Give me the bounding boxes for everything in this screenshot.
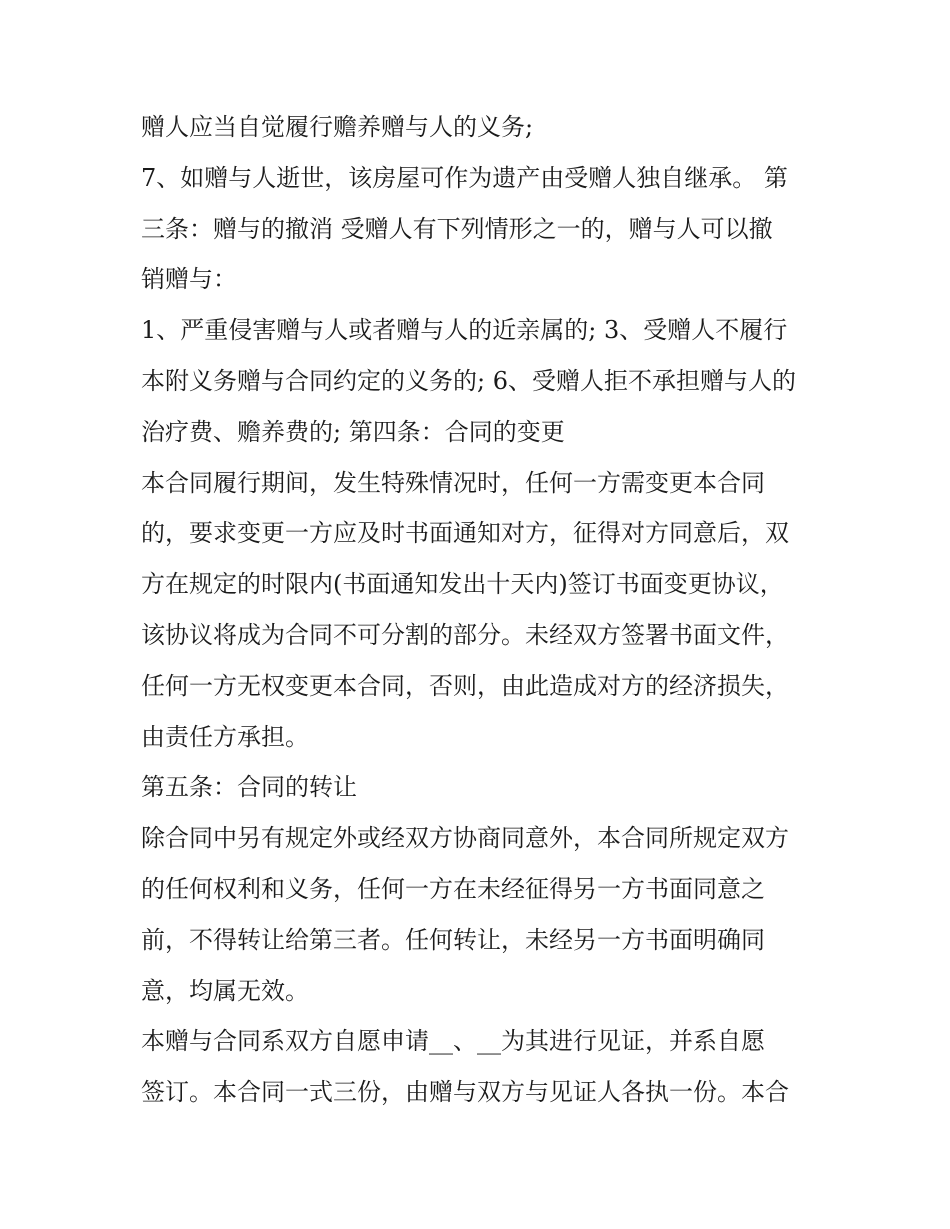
text-line: 意，均属无效。 (141, 976, 309, 1005)
text-line: 该协议将成为合同不可分割的部分。未经双方签署书面文件， (141, 620, 789, 649)
text-line: 7、如赠与人逝世，该房屋可作为遗产由受赠人独自继承。 第 (141, 163, 788, 192)
text-line: 1、严重侵害赠与人或者赠与人的近亲属的; 3、受赠人不履行 (141, 316, 788, 345)
text-line: 方在规定的时限内(书面通知发出十天内)签订书面变更协议， (141, 570, 784, 599)
document-body (141, 102, 821, 1118)
section-heading: 第五条：合同的转让 (141, 773, 357, 802)
text-line: 赠人应当自觉履行赡养赠与人的义务; (141, 113, 534, 141)
text-line: 由责任方承担。 (141, 722, 309, 751)
text-line: 本附义务赠与合同约定的义务的; 6、受赠人拒不承担赠与人的 (141, 366, 796, 395)
text-line: 三条：赠与的撤消 受赠人有下列情形之一的，赠与人可以撤 (141, 214, 773, 243)
text-line: 签订。本合同一式三份，由赠与双方与见证人各执一份。本合 (141, 1078, 789, 1107)
text-line: 除合同中另有规定外或经双方协商同意外，本合同所规定双方 (141, 824, 789, 853)
text-line: 本合同履行期间，发生特殊情况时，任何一方需变更本合同 (141, 468, 765, 497)
text-line: 销赠与： (141, 265, 237, 294)
text-line: 的，要求变更一方应及时书面通知对方，征得对方同意后，双 (141, 519, 789, 548)
text-line: 前，不得转让给第三者。任何转让，未经另一方书面明确同 (141, 925, 765, 954)
text-line: 治疗费、赡养费的; 第四条：合同的变更 (141, 417, 565, 446)
text-line: 任何一方无权变更本合同，否则，由此造成对方的经济损失， (141, 671, 789, 700)
text-line: 本赠与合同系双方自愿申请__、__为其进行见证，并系自愿 (141, 1027, 765, 1056)
text-line: 的任何权利和义务，任何一方在未经征得另一方书面同意之 (141, 874, 765, 903)
